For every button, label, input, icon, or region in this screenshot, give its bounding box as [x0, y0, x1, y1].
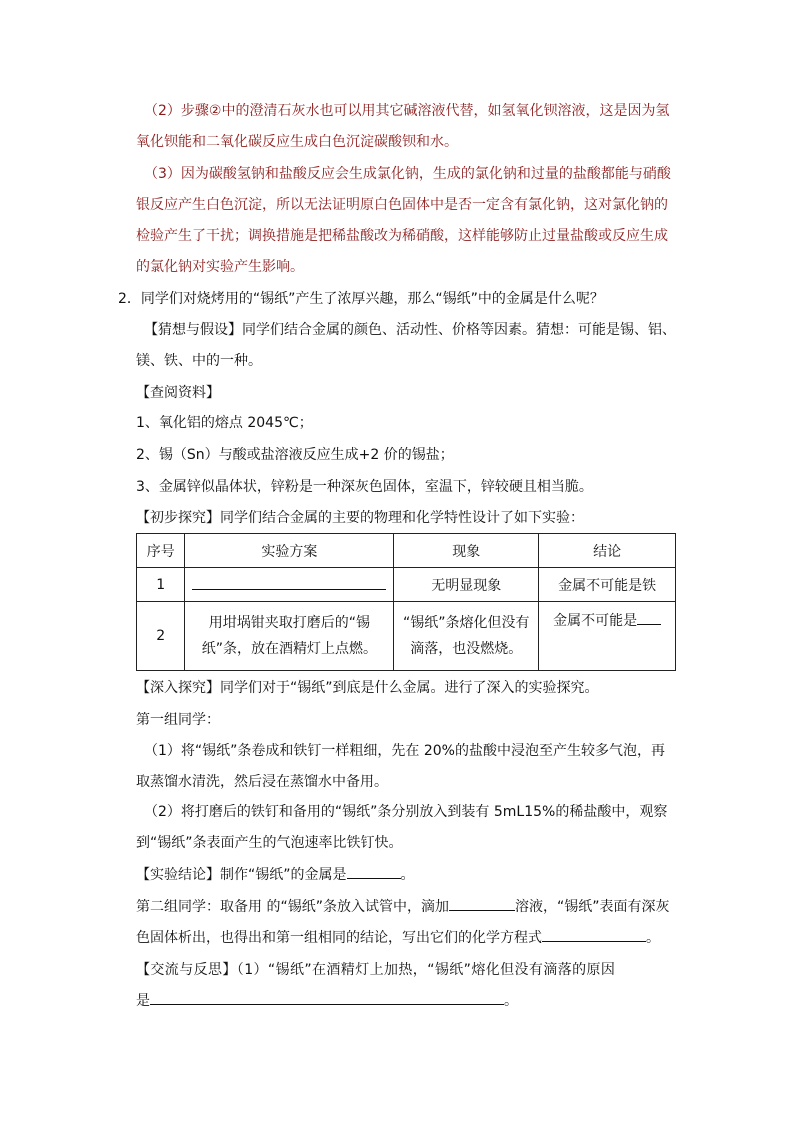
group-1-heading: 第一组同学：	[136, 712, 220, 728]
row-1-no: 1	[137, 568, 185, 602]
table-header-phenomenon: 现象	[394, 534, 539, 568]
reflection-text: 是	[136, 993, 150, 1009]
group-1-step-1: （1）将“锡纸”条卷成和铁钉一样粗细，先在 20%的盐酸中浸泡至产生较多气泡，再取蒸馏水清洗，然后浸在蒸馏水中备用。	[136, 743, 665, 790]
deep-inquiry: 【深入探究】同学们对于“锡纸”到底是什么金属。进行了深入的实验探究。	[136, 680, 599, 696]
reflection-line-1: 【交流与反思】（1）“锡纸”在酒精灯上加热，“锡纸”熔化但没有滴落的原因	[136, 962, 616, 978]
group-1-step-2: （2）将打磨后的铁钉和备用的“锡纸”条分别放入到装有 5mL15%的稀盐酸中，观察到“锡纸”条表面产生的气泡速率比铁钉快。	[136, 804, 668, 851]
punctuation: 。	[400, 867, 415, 883]
row-1-phenomenon: 无明显现象	[394, 568, 539, 602]
row-2-conclusion: 金属不可能是	[553, 613, 638, 629]
answer-blank[interactable]	[637, 610, 661, 625]
punctuation: 。	[504, 993, 518, 1009]
answer-part-3: （3）因为碳酸氢钠和盐酸反应会生成氯化钠，生成的氯化钠和过量的盐酸都能与硝酸银反应产生白色沉淀，所以无法证明原白色固体中是否一定含有氯化钠，这对氯化钠的检验产生了干扰；调换措施是把稀盐酸改为稀硝酸，这样能够防止过量盐酸或反应生成的氯化钠对实验产生影响。	[136, 166, 671, 275]
reference-heading: 【查阅资料】	[136, 385, 220, 401]
group-2-line-1	[136, 892, 676, 922]
row-2-no: 2	[137, 602, 185, 671]
table-header-plan: 实验方案	[185, 534, 394, 568]
group-2-text-a: 第二组同学：取备用 的“锡纸”条放入试管中，滴加	[136, 899, 449, 915]
group-2-text-b: 溶液，“锡纸”表面有深灰	[514, 899, 670, 915]
experiment-conclusion-line	[136, 860, 676, 890]
answer-blank[interactable]	[542, 927, 646, 942]
experiment-conclusion-label: 【实验结论】制作“锡纸”的金属是	[136, 867, 347, 883]
hypothesis-paragraph: 【猜想与假设】同学们结合金属的颜色、活动性、价格等因素。猜想：可能是锡、铝、镁、铁、中的一种。	[136, 322, 676, 369]
reflection-line-2	[136, 986, 676, 1016]
answer-blank[interactable]	[347, 864, 401, 879]
row-2-plan: 用坩埚钳夹取打磨后的“锡纸”条，放在酒精灯上点燃。	[185, 602, 394, 671]
experiment-table	[136, 533, 676, 671]
group-2-line-2	[136, 923, 676, 953]
answer-blank[interactable]	[150, 990, 504, 1005]
answer-part-2: （2）步骤②中的澄清石灰水也可以用其它碱溶液代替，如氢氧化钡溶液，这是因为氢氧化钡能和二氧化碳反应生成白色沉淀碳酸钡和水。	[136, 103, 670, 150]
answer-blank[interactable]	[192, 575, 386, 590]
table-header-conclusion: 结论	[539, 534, 676, 568]
table-row	[137, 602, 676, 671]
row-1-plan-blank[interactable]	[185, 568, 394, 602]
reference-item-2: 2、锡（Sn）与酸或盐溶液反应生成+2 价的锡盐；	[136, 447, 454, 463]
reference-item-3: 3、金属锌似晶体状，锌粉是一种深灰色固体，室温下，锌较硬且相当脆。	[136, 479, 593, 495]
table-row	[137, 568, 676, 602]
row-2-phenomenon: “锡纸”条熔化但没有滴落，也没燃烧。	[394, 602, 539, 671]
punctuation: 。	[646, 930, 660, 946]
row-2-conclusion-cell	[539, 602, 676, 671]
question-2-title: 2．同学们对烧烤用的“锡纸”产生了浓厚兴趣，那么“锡纸”中的金属是什么呢？	[118, 291, 604, 307]
reference-item-1: 1、氧化铝的熔点 2045℃；	[136, 415, 313, 431]
group-2-text-c: 色固体析出，也得出和第一组相同的结论，写出它们的化学方程式	[136, 930, 542, 946]
preliminary-inquiry: 【初步探究】同学们结合金属的主要的物理和化学特性设计了如下实验：	[136, 510, 584, 526]
row-1-conclusion: 金属不可能是铁	[539, 568, 676, 602]
table-header-no: 序号	[137, 534, 185, 568]
answer-blank[interactable]	[449, 896, 515, 911]
